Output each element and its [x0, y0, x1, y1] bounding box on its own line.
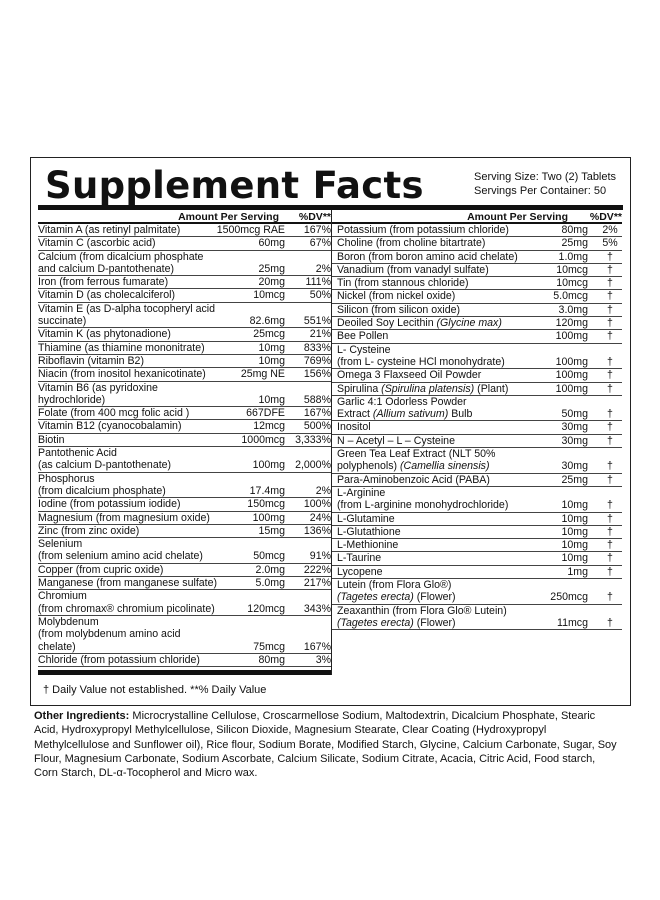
nutrient-name-part: L-Glutathione	[337, 525, 401, 538]
nutrient-name	[337, 605, 536, 630]
nutrient-name	[337, 264, 536, 276]
nutrient-row	[332, 344, 622, 370]
nutrient-amount: 80mg	[561, 224, 588, 236]
nutrient-dv: 21%	[309, 328, 331, 341]
nutrient-name-part: (Flower)	[413, 591, 456, 604]
nutrient-amount: 150mcg	[247, 498, 285, 511]
nutrient-dv: 100%	[303, 498, 331, 511]
nutrient-name	[38, 237, 225, 249]
nutrient-dv: 136%	[303, 524, 331, 537]
nutrient-name-part: (Allium sativum)	[372, 408, 449, 421]
nutrient-row	[332, 539, 622, 552]
nutrient-name-part: Vitamin D (as cholecalciferol)	[38, 289, 175, 302]
nutrient-name	[38, 382, 225, 407]
dv-header: %DV**	[298, 211, 331, 223]
nutrient-amount: 10mcg	[556, 277, 588, 290]
nutrient-name	[38, 473, 225, 498]
nutrient-name-part: Vitamin K (as phytonadione)	[38, 328, 171, 341]
nutrient-name-part: Niacin (from inositol hexanicotinate)	[38, 368, 206, 381]
nutrient-row	[38, 224, 331, 237]
nutrient-name	[337, 421, 536, 433]
nutrient-dv: 67%	[309, 237, 331, 250]
nutrient-name-part: L-Taurine	[337, 552, 382, 565]
nutrient-dv: 2%	[602, 224, 618, 236]
nutrient-dv: 111%	[305, 276, 331, 289]
nutrient-dv: †	[607, 382, 613, 395]
nutrient-amount: 250mcg	[550, 591, 588, 604]
nutrient-name	[337, 566, 536, 578]
nutrient-dv: †	[607, 525, 613, 538]
nutrient-dv: 343%	[303, 602, 331, 615]
left-nutrient-table	[38, 210, 331, 675]
nutrient-name-part: Garlic 4:1 Odorless Powder Extract	[337, 395, 467, 421]
nutrient-dv: 217%	[303, 577, 331, 590]
nutrient-amount: 50mg	[561, 408, 588, 421]
nutrient-amount: 80mg	[258, 653, 285, 666]
nutrient-amount: 17.4mg	[249, 484, 285, 497]
nutrient-row	[332, 237, 622, 250]
nutrient-name-part: Zeaxanthin (from Flora Glo® Lutein)	[337, 604, 507, 617]
nutrient-name	[337, 290, 536, 302]
nutrient-row	[38, 577, 331, 590]
nutrient-row	[332, 526, 622, 539]
nutrient-dv: 50%	[309, 289, 331, 302]
nutrient-name	[38, 498, 225, 510]
nutrient-amount: 10mg	[258, 341, 285, 354]
nutrient-name	[38, 303, 225, 328]
nutrient-amount: 3.0mg	[558, 303, 588, 316]
nutrient-amount: 1000mcg	[241, 433, 285, 446]
nutrient-amount: 30mg	[561, 460, 588, 473]
nutrient-amount: 60mg	[258, 237, 285, 250]
nutrient-amount: 30mg	[561, 434, 588, 447]
nutrient-name-part: Thiamine (as thiamine mononitrate)	[38, 341, 205, 354]
nutrient-name	[38, 577, 225, 589]
nutrient-amount: 10mg	[258, 354, 285, 367]
nutrient-row	[38, 251, 331, 277]
nutrient-amount: 1500mcg RAE	[216, 224, 285, 236]
nutrient-name	[337, 552, 536, 564]
nutrient-amount: 1mg	[567, 565, 588, 578]
nutrient-name-part: Riboflavin (vitamin B2)	[38, 354, 144, 367]
nutrient-row	[38, 368, 331, 381]
nutrient-amount: 25mg	[561, 473, 588, 486]
nutrient-dv: 156%	[303, 368, 331, 381]
nutrient-name-part: Phosphorus (from dicalcium phosphate)	[38, 472, 166, 497]
nutrient-name-part: Vanadium (from vanadyl sulfate)	[337, 263, 489, 276]
right-nutrient-table	[331, 210, 622, 675]
panel-heading	[38, 158, 623, 205]
nutrient-dv: 24%	[309, 511, 331, 524]
nutrient-dv: 2,000%	[295, 459, 331, 472]
nutrient-name	[38, 538, 225, 563]
nutrient-row	[332, 224, 622, 237]
nutrient-row	[38, 473, 331, 499]
nutrient-name-part: Vitamin E (as D-alpha tocopheryl acid succinate)	[38, 302, 216, 328]
nutrient-dv: †	[607, 369, 613, 382]
footnote: † Daily Value not established. **% Daily Value	[43, 684, 267, 697]
nutrient-name-part: Lycopene	[337, 565, 383, 578]
panel-title: Supplement Facts	[45, 164, 424, 207]
nutrient-amount: 82.6mg	[249, 315, 285, 328]
nutrient-name-part: Potassium (from potassium chloride)	[337, 224, 509, 236]
nutrient-name	[337, 435, 536, 447]
nutrient-name	[38, 590, 225, 615]
nutrient-dv: †	[607, 616, 613, 629]
nutrient-name	[38, 512, 225, 524]
nutrient-name	[38, 564, 225, 576]
nutrient-name	[38, 342, 225, 354]
nutrient-name	[337, 539, 536, 551]
nutrient-row	[38, 616, 331, 654]
nutrient-name	[337, 224, 536, 236]
amount-header: Amount Per Serving	[178, 211, 279, 223]
nutrient-name-part: Chloride (from potassium chloride)	[38, 653, 200, 666]
nutrient-dv: †	[607, 250, 613, 263]
nutrient-row	[332, 304, 622, 317]
nutrient-name	[38, 289, 225, 301]
nutrient-name-part: (Spirulina platensis)	[381, 382, 475, 395]
nutrient-amount: 100mg	[252, 459, 285, 472]
nutrient-dv: †	[607, 434, 613, 447]
nutrient-name-part: Inositol	[337, 421, 371, 434]
nutrient-row	[38, 498, 331, 511]
nutrient-amount: 100mg	[555, 355, 588, 368]
nutrient-row	[38, 420, 331, 433]
nutrient-name-part: Calcium (from dicalcium phosphate and calcium D-pantothenate)	[38, 250, 204, 275]
nutrient-row	[332, 369, 622, 382]
nutrient-amount: 100mg	[555, 330, 588, 343]
supplement-facts-panel	[30, 157, 631, 706]
nutrient-amount: 5.0mg	[255, 577, 285, 590]
nutrient-dv: †	[607, 317, 613, 330]
nutrient-dv: †	[607, 330, 613, 343]
nutrient-amount: 25mg NE	[240, 368, 285, 381]
nutrient-name	[337, 474, 536, 486]
nutrient-row	[38, 289, 331, 302]
nutrient-name-part: Vitamin A (as retinyl palmitate)	[38, 224, 181, 236]
nutrient-name-part: Para-Aminobenzoic Acid (PABA)	[337, 473, 490, 486]
nutrient-amount: 20mg	[258, 276, 285, 289]
nutrient-name-part: Tin (from stannous chloride)	[337, 277, 469, 290]
nutrient-name	[38, 434, 225, 446]
nutrient-name-part: (Tagetes erecta)	[337, 616, 414, 629]
nutrient-name-part: Copper (from cupric oxide)	[38, 563, 164, 576]
nutrient-name	[38, 616, 225, 653]
label-wrapper	[30, 157, 631, 780]
nutrient-row	[332, 552, 622, 565]
nutrient-name	[38, 251, 225, 276]
nutrient-dv: 2%	[315, 484, 331, 497]
nutrient-amount: 12mcg	[253, 420, 285, 433]
nutrient-row	[38, 525, 331, 538]
nutrient-row	[38, 328, 331, 341]
nutrient-dv: 5%	[602, 237, 618, 250]
nutrient-name-part: Biotin	[38, 433, 65, 446]
nutrient-row	[332, 579, 622, 605]
nutrient-name	[38, 224, 217, 236]
nutrient-name-part: Deoiled Soy Lecithin	[337, 317, 437, 330]
nutrient-name-part: Iron (from ferrous fumarate)	[38, 276, 169, 289]
nutrient-name-part: Folate (from 400 mcg folic acid )	[38, 407, 190, 420]
nutrient-row	[38, 237, 331, 250]
nutrient-dv: 500%	[303, 420, 331, 433]
nutrient-name	[38, 654, 225, 666]
nutrient-name-part: L- Cysteine (from L- cysteine HCl monohydrate)	[337, 343, 505, 368]
serving-size: Serving Size: Two (2) Tablets	[474, 171, 617, 183]
nutrient-dv: †	[607, 473, 613, 486]
nutrient-dv: 551%	[303, 315, 331, 328]
nutrient-amount: 11mcg	[556, 616, 588, 629]
nutrient-name-part: Vitamin B12 (cyanocobalamin)	[38, 420, 182, 433]
nutrient-name	[337, 237, 536, 249]
nutrient-name-part: Magnesium (from magnesium oxide)	[38, 511, 210, 524]
nutrient-name	[337, 513, 536, 525]
nutrient-dv: 588%	[303, 393, 331, 406]
nutrient-name	[38, 328, 225, 340]
nutrient-amount: 667DFE	[246, 407, 285, 420]
nutrient-dv: †	[607, 277, 613, 290]
nutrient-dv: 3,333%	[295, 433, 331, 446]
nutrient-dv: 2%	[315, 262, 331, 275]
nutrient-amount: 10mg	[561, 525, 588, 538]
nutrient-row	[38, 434, 331, 447]
nutrient-row	[38, 342, 331, 355]
nutrient-amount: 100mg	[555, 369, 588, 382]
nutrient-name-part: Silicon (from silicon oxide)	[337, 303, 461, 316]
nutrient-name-part: (Glycine max)	[436, 317, 502, 330]
nutrient-amount: 1.0mg	[558, 250, 588, 263]
nutrient-dv: †	[607, 290, 613, 303]
nutrient-amount: 120mg	[555, 317, 588, 330]
nutrient-row	[332, 435, 622, 448]
nutrient-row	[332, 277, 622, 290]
nutrient-dv: 769%	[303, 354, 331, 367]
nutrient-row	[38, 447, 331, 473]
nutrient-name-part: Chromium (from chromax® chromium picolinate)	[38, 590, 215, 615]
nutrient-dv: 167%	[303, 224, 331, 236]
nutrient-row	[38, 564, 331, 577]
nutrient-row	[332, 330, 622, 343]
nutrient-amount: 2.0mg	[255, 563, 285, 576]
nutrient-name-part: (Flower)	[413, 616, 456, 629]
nutrient-name-part: Spirulina	[337, 382, 382, 395]
nutrient-row	[38, 654, 331, 667]
nutrient-row	[38, 382, 331, 408]
nutrient-name	[337, 579, 536, 604]
nutrient-name-part: Boron (from boron amino acid chelate)	[337, 250, 518, 263]
nutrient-amount: 25mg	[258, 262, 285, 275]
nutrient-dv: †	[607, 460, 613, 473]
nutrient-name	[337, 448, 536, 473]
nutrient-row	[332, 396, 622, 422]
nutrient-amount: 10mcg	[556, 263, 588, 276]
nutrient-name-part: Bee Pollen	[337, 330, 389, 343]
nutrient-name	[337, 330, 536, 342]
nutrient-amount: 30mg	[561, 421, 588, 434]
nutrient-row	[332, 317, 622, 330]
nutrient-name	[337, 487, 536, 512]
nutrient-dv: †	[607, 408, 613, 421]
nutrient-amount: 10mg	[561, 512, 588, 525]
nutrient-name	[38, 525, 225, 537]
nutrient-name-part: (Tagetes erecta)	[337, 591, 414, 604]
nutrient-dv: †	[607, 591, 613, 604]
nutrient-amount: 5.0mcg	[553, 290, 588, 303]
nutrient-dv: 833%	[303, 341, 331, 354]
nutrient-name	[337, 383, 536, 395]
nutrient-amount: 10mg	[561, 499, 588, 512]
nutrient-amount: 75mcg	[253, 640, 285, 653]
nutrient-dv: 222%	[303, 563, 331, 576]
nutrient-name	[337, 304, 536, 316]
nutrient-name	[337, 344, 536, 369]
nutrient-amount: 10mg	[258, 393, 285, 406]
nutrient-name	[38, 407, 225, 419]
nutrient-row	[38, 276, 331, 289]
nutrient-dv: †	[607, 539, 613, 552]
nutrient-row	[38, 538, 331, 564]
nutrient-name-part: Iodine (from potassium iodide)	[38, 498, 181, 511]
nutrient-amount: 25mg	[561, 237, 588, 250]
nutrient-amount: 100mg	[555, 382, 588, 395]
nutrient-row	[332, 290, 622, 303]
nutrient-name-part: Lutein (from Flora Glo®)	[337, 579, 452, 592]
nutrient-row	[38, 512, 331, 525]
nutrient-name-part: (Camellia sinensis)	[400, 460, 490, 473]
nutrient-row	[332, 605, 622, 631]
other-ingredients	[30, 709, 620, 780]
table-header	[332, 210, 622, 224]
other-ingredients-label: Other Ingredients:	[34, 710, 130, 723]
nutrient-dv: †	[607, 303, 613, 316]
nutrient-dv: †	[607, 263, 613, 276]
nutrient-name	[337, 277, 536, 289]
nutrient-name-part: N – Acetyl – L – Cysteine	[337, 434, 455, 447]
nutrient-amount: 25mcg	[253, 328, 285, 341]
dv-header: %DV**	[589, 211, 622, 223]
nutrient-dv: †	[607, 421, 613, 434]
nutrient-name-part: Choline (from choline bitartrate)	[337, 237, 486, 250]
nutrient-name	[337, 317, 536, 329]
nutrient-name-part: Vitamin B6 (as pyridoxine hydrochloride)	[38, 381, 158, 406]
table-header	[38, 210, 331, 224]
nutrient-name-part: Zinc (from zinc oxide)	[38, 524, 140, 537]
servings-per-container: Servings Per Container: 50	[474, 185, 607, 197]
nutrient-row	[332, 566, 622, 579]
nutrient-row	[332, 421, 622, 434]
nutrient-name-part: Manganese (from manganese sulfate)	[38, 577, 218, 590]
amount-header: Amount Per Serving	[467, 211, 568, 223]
nutrient-row	[332, 487, 622, 513]
nutrient-amount: 15mg	[258, 524, 285, 537]
nutrient-name-part: (Plant)	[474, 382, 509, 395]
nutrient-row	[332, 448, 622, 474]
nutrient-row	[332, 474, 622, 487]
nutrient-dv: 167%	[303, 640, 331, 653]
nutrient-dv: 91%	[309, 550, 331, 563]
nutrient-row	[38, 590, 331, 616]
nutrient-name	[337, 526, 536, 538]
nutrient-amount: 120mcg	[247, 602, 285, 615]
nutrient-row	[38, 407, 331, 420]
nutrient-dv: †	[607, 355, 613, 368]
nutrient-dv: 3%	[315, 653, 331, 666]
nutrient-row	[332, 264, 622, 277]
nutrient-name-part: Bulb	[448, 408, 473, 421]
nutrient-amount: 10mcg	[253, 289, 285, 302]
nutrient-name-part: Molybdenum (from molybdenum amino acid chelate)	[38, 615, 181, 653]
nutrient-name	[337, 369, 536, 381]
nutrient-name	[38, 276, 225, 288]
nutrient-dv: †	[607, 512, 613, 525]
nutrient-name-part: Selenium (from selenium amino acid chelate)	[38, 538, 203, 563]
nutrient-name	[38, 420, 225, 432]
table-bottom-divider	[38, 670, 331, 675]
nutrient-name-part: L-Methionine	[337, 539, 399, 552]
nutrient-name-part: Omega 3 Flaxseed Oil Powder	[337, 369, 482, 382]
nutrient-name-part: Green Tea Leaf Extract (NLT 50% polyphenols)	[337, 448, 496, 473]
nutrient-amount: 100mg	[252, 511, 285, 524]
nutrient-dv: †	[607, 552, 613, 565]
nutrient-name-part: Pantothenic Acid (as calcium D-pantothenate)	[38, 447, 172, 472]
nutrient-row	[38, 303, 331, 329]
nutrient-name	[337, 251, 536, 263]
nutrient-name-part: L-Arginine (from L-arginine monohydrochloride)	[337, 486, 509, 512]
nutrient-row	[332, 513, 622, 526]
nutrient-name	[38, 355, 225, 367]
nutrient-row	[332, 383, 622, 396]
other-ingredients-text: Microcrystalline Cellulose, Croscarmellose Sodium, Maltodextrin, Dicalcium Phosphate, Stearic Acid, Hydroxypropyl Methylcellulose, Silicon Dioxide, Magnesium Stearate, Clear Coating (Hydroxypropyl Methylcellulose and Sunflower oil), Rice flour, Sodium Borate, Modified Starch, Glycine, Calcium Carbonate, Sugar, Soy Flour, Magnesium Carbonate, Sodium Ascorbate, Calcium Silicate, Sodium Citrate, Acacia, Citric Acid, Food starch, Corn Starch, DL-α-Tocopherol and Micro wax.	[34, 710, 617, 779]
nutrient-name-part: Vitamin C (ascorbic acid)	[38, 237, 156, 250]
nutrient-columns	[38, 210, 623, 675]
serving-info	[474, 170, 616, 198]
nutrient-amount: 10mg	[561, 552, 588, 565]
nutrient-row	[38, 355, 331, 368]
nutrient-dv: †	[607, 565, 613, 578]
nutrient-name	[38, 368, 225, 380]
nutrient-name	[38, 447, 225, 472]
nutrient-name-part: L-Glutamine	[337, 512, 395, 525]
nutrient-name-part: Nickel (from nickel oxide)	[337, 290, 456, 303]
nutrient-amount: 10mg	[561, 539, 588, 552]
nutrient-dv: 167%	[303, 407, 331, 420]
nutrient-amount: 50mcg	[253, 550, 285, 563]
nutrient-dv: †	[607, 499, 613, 512]
nutrient-row	[332, 251, 622, 264]
nutrient-name	[337, 396, 536, 421]
